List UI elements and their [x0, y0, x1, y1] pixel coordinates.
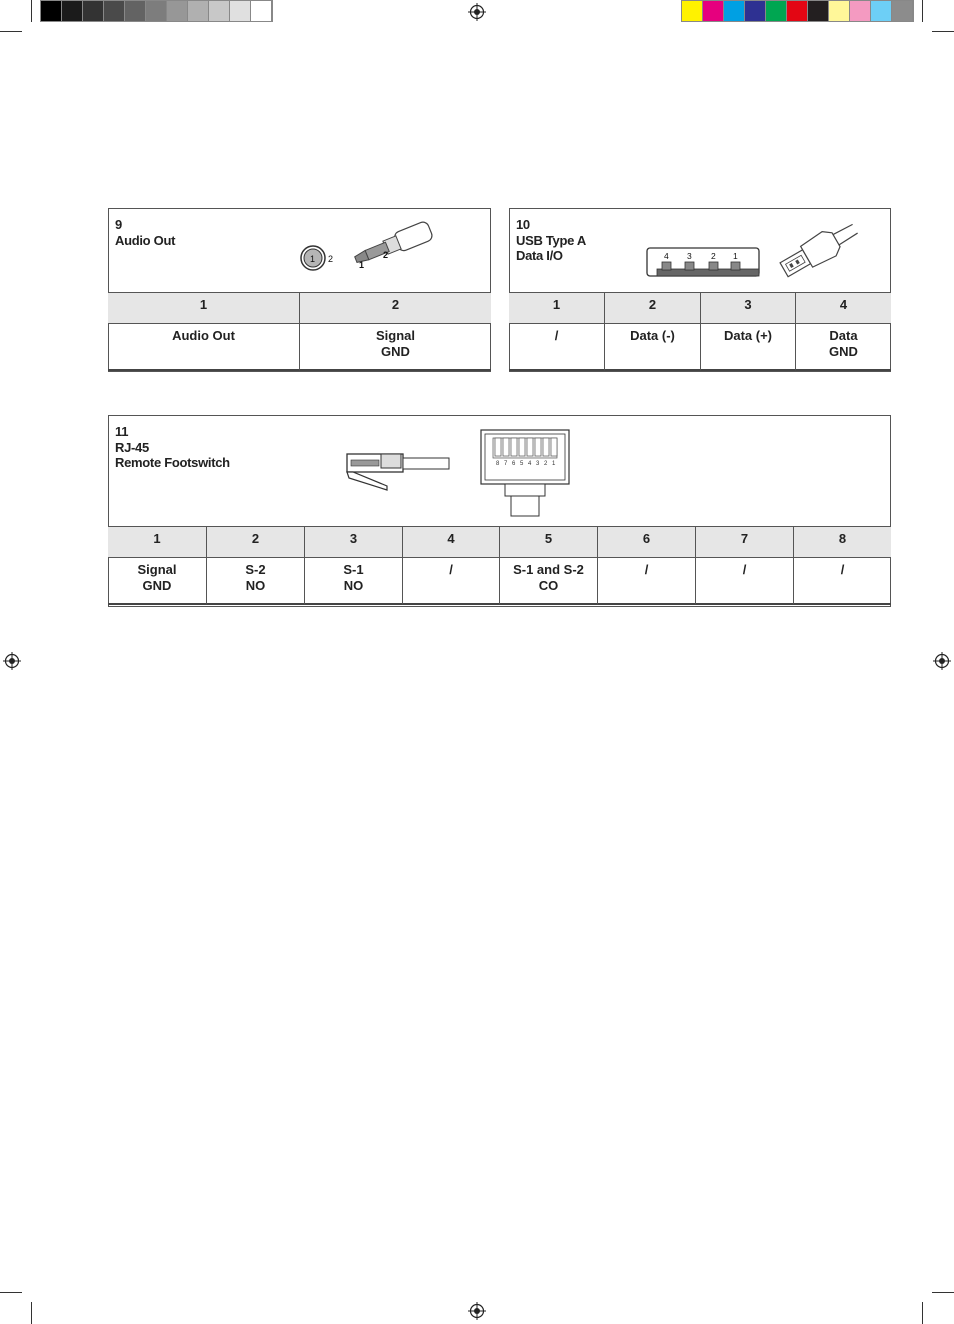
grayscale-swatch: [251, 1, 272, 21]
process-color-swatch: [808, 1, 829, 21]
usb-pin-function-4: Data GND: [795, 324, 891, 371]
usb-pin-function-2: Data (-): [604, 324, 700, 371]
audio-pin-header-1: 1: [108, 292, 299, 324]
usb-socket-icon: [646, 247, 762, 279]
crop-mark-bottom-right-h: [932, 1292, 954, 1293]
usb-socket-label-1: 1: [733, 251, 738, 261]
grayscale-swatch: [62, 1, 83, 21]
audio-out-title: [115, 217, 175, 248]
rj45-pin-header-7: 7: [695, 526, 793, 558]
usb-pin-function-3: Data (+): [700, 324, 795, 371]
rj45-pin-header-5: 5: [499, 526, 597, 558]
rj45-contact-label-1: 1: [552, 461, 556, 467]
rj45-contact-label-3: 3: [536, 461, 540, 467]
usb-pin-header-4: 4: [795, 292, 891, 324]
audio-pin-function-1: Audio Out: [108, 324, 299, 371]
rj45-contact-label-7: 7: [504, 461, 508, 467]
rj45-number: 11: [115, 424, 129, 439]
usb-socket-label-3: 3: [687, 251, 692, 261]
audio-jack-socket-icon: [299, 245, 339, 275]
process-color-swatch: [829, 1, 850, 21]
jack-label-2: 2: [328, 254, 334, 264]
usb-plug-icon: [768, 215, 864, 283]
audio-pin-header-2: 2: [299, 292, 491, 324]
audio-plug-icon: [347, 217, 437, 272]
rj45-pin-header-4: 4: [402, 526, 499, 558]
registration-mark-top-icon: [468, 3, 486, 21]
process-color-swatch: [703, 1, 724, 21]
audio-pin-function-2: Signal GND: [299, 324, 491, 371]
usb-number: 10: [516, 217, 530, 232]
rj45-pin-function-5: S-1 and S-2 CO: [499, 558, 597, 605]
audio-out-name: Audio Out: [115, 232, 176, 248]
rj45-pin-function-6: /: [597, 558, 695, 605]
audio-out-number: 9: [115, 217, 122, 232]
grayscale-swatch: [125, 1, 146, 21]
rj45-title: [115, 424, 230, 471]
jack-label-1: 1: [310, 254, 316, 264]
rj45-pin-function-8: /: [793, 558, 891, 605]
plug-label-1: 1: [359, 260, 365, 270]
grayscale-swatch: [146, 1, 167, 21]
grayscale-swatch: [41, 1, 62, 21]
process-color-swatch: [787, 1, 808, 21]
usb-socket-label-2: 2: [711, 251, 716, 261]
crop-mark-top-left-h: [0, 31, 22, 32]
grayscale-swatch: [83, 1, 104, 21]
grayscale-color-bar: [40, 0, 273, 22]
crop-mark-top-right-v: [922, 0, 923, 22]
registration-mark-right-icon: [933, 652, 951, 670]
process-color-swatch: [892, 1, 913, 21]
registration-mark-bottom-icon: [468, 1302, 486, 1320]
rj45-panel: [108, 415, 891, 607]
rj45-pin-header-2: 2: [206, 526, 304, 558]
grayscale-swatch: [167, 1, 188, 21]
rj45-contact-label-5: 5: [520, 461, 524, 467]
rj45-contact-label-4: 4: [528, 461, 532, 467]
rj45-pin-header-3: 3: [304, 526, 402, 558]
crop-mark-bottom-left-v: [31, 1302, 32, 1324]
usb-panel: [509, 208, 891, 372]
rj45-pin-function-3: S-1 NO: [304, 558, 402, 605]
usb-pin-table: [509, 292, 891, 371]
rj45-pin-function-7: /: [695, 558, 793, 605]
rj45-contact-label-2: 2: [544, 461, 548, 467]
plug-label-2: 2: [383, 250, 389, 260]
audio-out-panel: [108, 208, 491, 372]
crop-mark-bottom-left-h: [0, 1292, 22, 1293]
usb-title: [516, 217, 586, 264]
rj45-contact-label-8: 8: [496, 461, 500, 467]
crop-mark-top-left-v: [31, 0, 32, 22]
usb-pin-header-1: 1: [509, 292, 604, 324]
process-color-swatch: [850, 1, 871, 21]
rj45-pin-header-1: 1: [108, 526, 206, 558]
usb-socket-label-4: 4: [664, 251, 669, 261]
usb-data-line: Data I/O: [516, 248, 563, 263]
rj45-pin-header-8: 8: [793, 526, 891, 558]
process-color-swatch: [745, 1, 766, 21]
rj45-pin-table: [108, 526, 891, 605]
rj45-pin-function-1: Signal GND: [108, 558, 206, 605]
audio-out-pin-table: [108, 292, 491, 371]
rj45-type-line: RJ-45: [115, 439, 149, 455]
rj45-plug-side-icon: [341, 450, 451, 496]
crop-mark-top-right-h: [932, 31, 954, 32]
grayscale-swatch: [188, 1, 209, 21]
rj45-pin-function-2: S-2 NO: [206, 558, 304, 605]
registration-mark-left-icon: [3, 652, 21, 670]
process-color-swatch: [871, 1, 892, 21]
usb-pin-header-3: 3: [700, 292, 795, 324]
usb-type-line: USB Type A: [516, 232, 586, 248]
rj45-socket-front-icon: [479, 420, 573, 520]
grayscale-swatch: [209, 1, 230, 21]
process-color-swatch: [724, 1, 745, 21]
rj45-pin-function-4: /: [402, 558, 499, 605]
usb-pin-header-2: 2: [604, 292, 700, 324]
rj45-pin-header-6: 6: [597, 526, 695, 558]
process-color-swatch: [766, 1, 787, 21]
grayscale-swatch: [230, 1, 251, 21]
process-color-swatch: [682, 1, 703, 21]
rj45-contact-label-6: 6: [512, 461, 516, 467]
rj45-footswitch-line: Remote Footswitch: [115, 455, 230, 470]
usb-pin-function-1: /: [509, 324, 604, 371]
process-color-bar: [681, 0, 914, 22]
grayscale-swatch: [104, 1, 125, 21]
crop-mark-bottom-right-v: [922, 1302, 923, 1324]
